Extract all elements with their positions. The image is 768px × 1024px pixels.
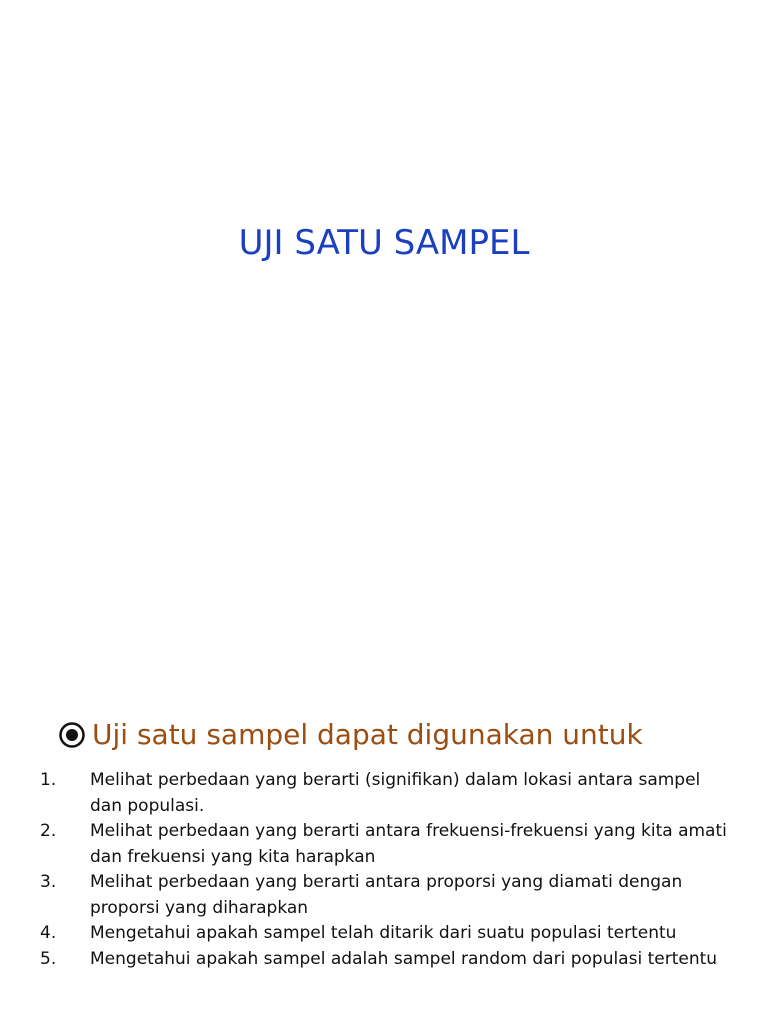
list-item-number: 2. — [40, 821, 57, 841]
steps-list — [40, 768, 730, 972]
list-item-number: 1. — [40, 770, 57, 790]
slide-title: UJI SATU SAMPEL — [238, 223, 530, 263]
list-item-number: 5. — [40, 948, 57, 969]
list-item-text: Melihat perbedaan yang berarti antara frekuensi-frekuensi yang kita amati dan frekuensi yang kita harapkan — [90, 821, 727, 867]
list-item — [40, 947, 730, 973]
list-item-number: 3. — [40, 872, 57, 892]
list-item — [40, 921, 730, 947]
list-item — [40, 768, 730, 819]
list-item-number: 4. — [40, 923, 57, 943]
section-heading-text: Uji satu sampel dapat digunakan untuk — [92, 718, 643, 751]
list-item-text: Mengetahui apakah sampel adalah sampel random dari populasi tertentu — [90, 948, 718, 969]
section-heading — [58, 712, 758, 758]
list-item-text: Melihat perbedaan yang berarti antara proporsi yang diamati dengan proporsi yang diharapkan — [90, 872, 683, 918]
list-item — [40, 819, 730, 870]
list-item-text: Melihat perbedaan yang berarti (signifikan) dalam lokasi antara sampel dan populasi. — [90, 770, 701, 816]
list-item — [40, 870, 730, 921]
target-bullet-icon — [58, 721, 86, 749]
list-item-text: Mengetahui apakah sampel telah ditarik dari suatu populasi tertentu — [90, 923, 677, 943]
